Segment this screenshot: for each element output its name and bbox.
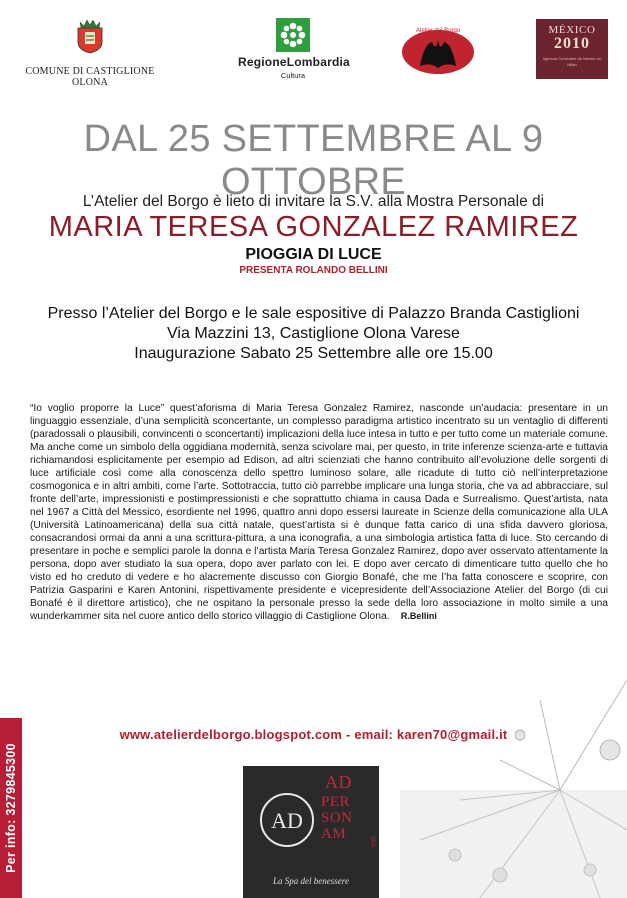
sponsor-spa: SPA [369, 836, 375, 848]
artist-name: MARIA TERESA GONZALEZ RAMIREZ [48, 211, 579, 243]
show-title: PIOGGIA DI LUCE [245, 246, 382, 263]
svg-text:AD: AD [271, 808, 303, 833]
atelier-emblem-icon [398, 22, 478, 78]
venue-block [0, 304, 627, 364]
regione-rose-icon [276, 18, 310, 52]
sponsor-word-4: AM [321, 826, 347, 842]
mexico-caption: Agenzia Consolare de México en Milán [542, 56, 602, 67]
venue-line-1: Presso l’Atelier del Borgo e le sale espositive di Palazzo Branda Castiglioni [47, 305, 580, 322]
comune-label: COMUNE DI CASTIGLIONE OLONA [25, 66, 155, 88]
date-heading: DAL 25 SETTEMBRE AL 9 OTTOBRE [83, 118, 544, 203]
invite-line: L’Atelier del Borgo è lieto di invitare la S.V. alla Mostra Personale di [82, 193, 545, 210]
comune-logo [20, 18, 160, 88]
sponsor-word-2: PER [321, 794, 351, 810]
contact-line: www.atelierdelborgo.blogspot.com - email: karen70@gmail.it [119, 727, 508, 742]
venue-line-2: Via Mazzini 13, Castiglione Olona Varese [167, 325, 460, 342]
curator-paragraph: “Io voglio proporre la Luce” quest’aforisma di Maria Teresa Gonzalez Ramirez, nasconde un’audacia: presentare in un linguaggio essenziale, d’una semplicità sconcertante, un complesso paradigma artistico incentrato su un ventaglio di differenti (paradossali o plausibili, convincenti o sconcertanti) implicazioni della luce intesa in tutto e per tutto come un materiale comune. Ma anche come un simbolo della oggidiana modernità, senza scivolare mai, per questo, in trite inferenze scienza-arte e tuttavia richiamandosi esplicitamente per esempio ad Edison, ad altri scienziati che hanno contribuito all’evoluzione delle sorgenti di luce artificiale così come alla conoscenza dello spettro luminoso solare, alle ricadute di tutto ciò nell’interpretazione cosmogonica e in altri ambiti, come l’arte. Sottotraccia, tutto ciò parrebbe implicare una lunga storia, che va ad abbracciare, sul fronte dell’arte, impressionisti e postimpressionisti e che soprattutto chiama in causa Dada e Surrealismo. Quest’artista, nata nel 1967 a Città del Messico, esordiente nel 1996, quattro anni dopo essersi laureate in Scienze della comunicazione alla ULA (Università Latinoamericana) della sua città natale, quest’artista si è dunque fatta carico di una sfida davvero gloriosa, consacrandosi ormai da anni a una scrittura-pittura, a una iconografia, a una simbologia artistica fatta di luce. Sto cercando di presentare in poche e semplici parole la donna e l’artista Maria Teresa Gonzalez Ramirez, dopo aver osservato attentamente la persona, dopo aver studiato la sua opera, dopo aver parlato con lei. E dopo aver cercato di dimenticare tutto quello che ho visto ed ho creduto di vedere e ho alacremente discusso con Giorgio Bonafé, che me l’ha fatta conoscere e scoprire, con Patrizia Gasparini e Karen Antonini, rispettivamente presidente e vicepresidente dell’Associazione Atelier del Borgo (di cui Bonafé è il direttore artistico), che ne ospitano la personale presso la sede della loro associazione in molto simile a una wunderkammer sita nel cuore antico dello storico villaggio di Castiglione Olona. [30, 403, 608, 622]
sponsor-tagline: La Spa del benessere [273, 876, 349, 886]
logo-row [0, 18, 627, 88]
mexico-title: MÉXICO [548, 24, 596, 36]
regione-sub: Cultura [280, 71, 306, 80]
sponsor-ad-emblem-icon [257, 790, 317, 850]
regione-logo [238, 18, 348, 80]
sponsor-word-3: SON [321, 810, 353, 826]
regione-name: RegioneLombardia [238, 55, 350, 69]
presenter-line: PRESENTA ROLANDO BELLINI [239, 265, 388, 276]
atelier-logo [398, 22, 478, 83]
atelier-arc-label: Atelier del Borgo [415, 28, 461, 34]
crest-icon [75, 18, 105, 54]
mexico-logo [536, 19, 608, 79]
side-info-text: Per info: 3279845300 [4, 743, 18, 873]
curator-signature: R.Bellini [400, 611, 437, 621]
mexico-year: 2010 [554, 35, 590, 52]
sponsor-word-1: AD [325, 772, 352, 792]
sponsor-logo [243, 766, 379, 898]
venue-line-3: Inaugurazione Sabato 25 Settembre alle ore 15.00 [134, 345, 493, 362]
curator-text [30, 402, 608, 623]
